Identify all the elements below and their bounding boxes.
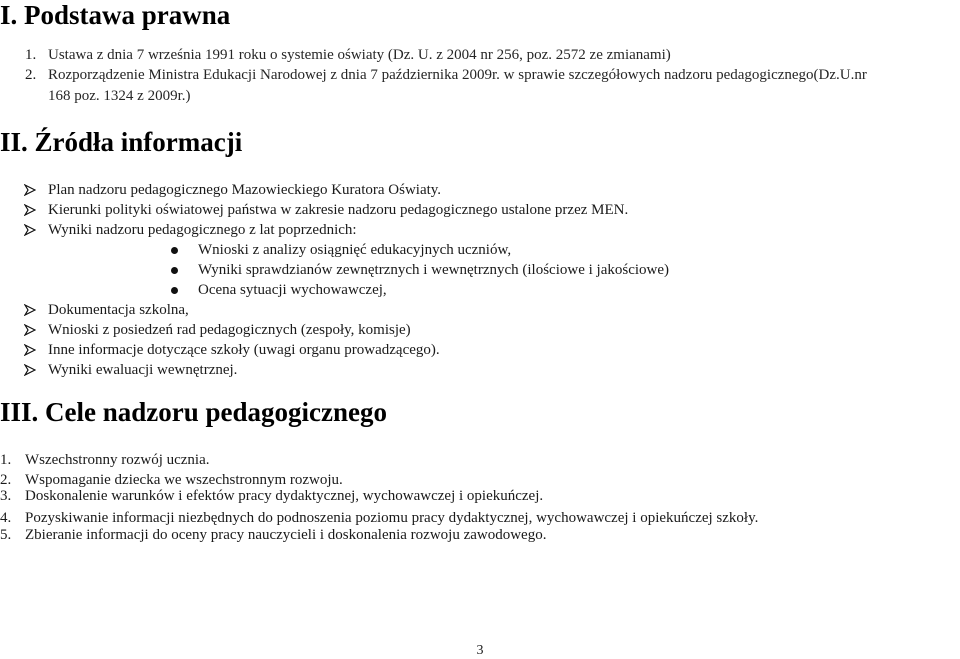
section-2-item: Plan nadzoru pedagogicznego Mazowieckiego Kuratora Oświaty.: [48, 182, 442, 198]
section-1-item-number: 1.: [25, 47, 37, 63]
page-number: 3: [476, 643, 484, 658]
section-1-item-text: Rozporządzenie Ministra Edukacji Narodowej z dnia 7 października 2009r. w sprawie szczegółowych nadzoru pedagogicznego(Dz.U.nr: [48, 67, 867, 83]
section-2-item: Wyniki ewaluacji wewnętrznej.: [48, 362, 238, 378]
arrowhead-bullet-icon: [24, 304, 36, 316]
arrowhead-bullet-icon: [24, 204, 36, 216]
section-2-subitem: Wnioski z analizy osiągnięć edukacyjnych uczniów,: [198, 242, 512, 258]
section-3-item-number: 4.: [0, 510, 12, 526]
arrowhead-bullet-icon: [24, 324, 36, 336]
section-2-item: Wyniki nadzoru pedagogicznego z lat poprzednich:: [48, 222, 357, 238]
round-bullet-icon: [171, 287, 178, 294]
section-2-subitem: Wyniki sprawdzianów zewnętrznych i wewnętrznych (ilościowe i jakościowe): [198, 262, 670, 278]
section-2-item: Dokumentacja szkolna,: [48, 302, 189, 318]
section-2-item: Inne informacje dotyczące szkoły (uwagi organu prowadzącego).: [48, 342, 440, 358]
round-bullet-icon: [171, 247, 178, 254]
arrowhead-bullet-icon: [24, 184, 36, 196]
section-3-item-number: 1.: [0, 452, 12, 468]
section-2-item: Wnioski z posiedzeń rad pedagogicznych (zespoły, komisje): [48, 322, 411, 338]
section-1-item-number: 2.: [25, 67, 37, 83]
section-3-item-number: 5.: [0, 527, 12, 543]
section-3-item-number: 3.: [0, 488, 12, 504]
section-3-item-text: Wszechstronny rozwój ucznia.: [25, 452, 210, 468]
section-3-heading: III. Cele nadzoru pedagogicznego: [0, 397, 387, 427]
section-1-heading: I. Podstawa prawna: [0, 0, 231, 30]
section-2-subitem: Ocena sytuacji wychowawczej,: [198, 282, 387, 298]
section-1-item-text: Ustawa z dnia 7 września 1991 roku o systemie oświaty (Dz. U. z 2004 nr 256, poz. 2572 ze zmianami): [48, 47, 671, 63]
section-2-item: Kierunki polityki oświatowej państwa w zakresie nadzoru pedagogicznego ustalone przez MEN.: [48, 202, 629, 218]
section-1-item-text-continuation: 168 poz. 1324 z 2009r.): [48, 88, 191, 104]
section-3-item-text: Doskonalenie warunków i efektów pracy dydaktycznej, wychowawczej i opiekuńczej.: [25, 488, 544, 504]
section-3-item-text: Zbieranie informacji do oceny pracy nauczycieli i doskonalenia rozwoju zawodowego.: [25, 527, 547, 543]
section-3-item-number: 2.: [0, 472, 12, 488]
section-2-heading: II. Źródła informacji: [0, 127, 243, 157]
section-3-item-text: Pozyskiwanie informacji niezbędnych do podnoszenia poziomu pracy dydaktycznej, wychowawczej i opiekuńczej szkoły.: [25, 510, 759, 526]
arrowhead-bullet-icon: [24, 364, 36, 376]
arrowhead-bullet-icon: [24, 224, 36, 236]
round-bullet-icon: [171, 267, 178, 274]
arrowhead-bullet-icon: [24, 344, 36, 356]
section-3-item-text: Wspomaganie dziecka we wszechstronnym rozwoju.: [25, 472, 343, 488]
